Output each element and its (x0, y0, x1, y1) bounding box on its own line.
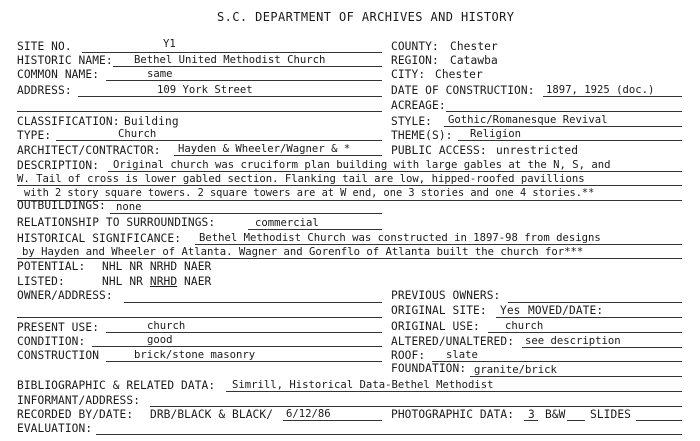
public-access-value: unrestricted (496, 144, 579, 157)
condition-line (92, 346, 382, 347)
photographic-label: PHOTOGRAPHIC DATA: (391, 408, 515, 421)
region-value: Catawba (450, 54, 498, 67)
recorded-date-value: 6/12/86 (286, 408, 331, 420)
photographic-count: 3 (528, 408, 535, 421)
type-value: Church (118, 128, 157, 140)
altered-label: ALTERED/UNALTERED: (391, 335, 515, 348)
significance-line-2: by Hayden and Wheeler of Atlanta. Wagner and Gorenflo of Atlanta built the church for*** (22, 246, 584, 258)
potential-value: NHL NR NRHD NAER (102, 260, 212, 273)
informant-label: INFORMANT/ADDRESS: (17, 394, 141, 407)
owner-line (124, 302, 382, 303)
construction-value: brick/stone masonry (134, 349, 256, 361)
recorded-label: RECORDED BY/DATE: (17, 408, 134, 421)
condition-label: CONDITION: (17, 335, 86, 348)
bibliographic-label: BIBLIOGRAPHIC & RELATED DATA: (17, 379, 216, 392)
site-no-line (82, 52, 382, 53)
classification-value: Building (124, 115, 179, 128)
style-label: STYLE: (391, 115, 433, 128)
site-no-value: Y1 (163, 38, 176, 50)
architect-value: Hayden & Wheeler/Wagner & * (178, 143, 351, 155)
foundation-line (470, 376, 682, 377)
acreage-label: ACREAGE: (391, 99, 446, 112)
type-line (56, 140, 382, 141)
photographic-count-line (524, 420, 538, 421)
common-name-value: same (147, 68, 173, 80)
bibliographic-line (226, 391, 682, 392)
description-rule-2 (17, 185, 682, 186)
historic-name-label: HISTORIC NAME: (17, 54, 113, 67)
style-value: Gothic/Romanesque Revival (448, 114, 608, 126)
description-label: DESCRIPTION: (17, 159, 100, 172)
altered-value: see description (525, 335, 621, 347)
original-site-label: ORIGINAL SITE: (391, 304, 487, 317)
theme-line (458, 140, 682, 141)
original-use-value: church (505, 320, 544, 332)
roof-label: ROOF: (391, 349, 426, 362)
date-line (543, 96, 682, 97)
description-line-2: W. Tail of cross is lower gabled section. Flanking tail are low, hipped-roofed pavillions (17, 173, 585, 185)
condition-value: good (147, 334, 173, 346)
significance-label: HISTORICAL SIGNIFICANCE: (17, 232, 182, 245)
relationship-value: commercial (255, 217, 319, 229)
moved-label: MOVED/DATE: (528, 304, 604, 317)
photographic-bw-line (567, 420, 585, 421)
photographic-slides: SLIDES (590, 408, 632, 421)
acreage-line (446, 111, 682, 112)
foundation-value: granite/brick (474, 364, 557, 376)
classification-label: CLASSIFICATION: (17, 115, 120, 128)
site-no-label: SITE NO. (17, 40, 72, 53)
significance-rule-1 (195, 244, 682, 245)
recorded-date-line (283, 420, 382, 421)
style-line (444, 126, 682, 127)
architect-label: ARCHITECT/CONTRACTOR: (17, 144, 161, 157)
listed-post: NAER (177, 275, 212, 288)
county-label: COUNTY: (391, 40, 439, 53)
informant-line (150, 406, 682, 407)
listed-value (102, 275, 211, 288)
public-access-label: PUBLIC ACCESS: (391, 144, 487, 157)
address-line (78, 96, 382, 97)
previous-owners-line (508, 302, 682, 303)
original-use-line (488, 332, 682, 333)
architect-line (174, 155, 382, 156)
photographic-slides-line (636, 420, 682, 421)
description-line-1: Original church was cruciform plan building with large gables at the N, S, and (113, 159, 611, 171)
previous-owners-label: PREVIOUS OWNERS: (391, 289, 501, 302)
region-label: REGION: (391, 54, 439, 67)
owner-label: OWNER/ADDRESS: (17, 289, 113, 302)
type-label: TYPE: (17, 129, 52, 142)
construction-label: CONSTRUCTION (17, 349, 100, 362)
potential-label: POTENTIAL: (17, 260, 86, 273)
evaluation-line (96, 434, 682, 435)
recorded-by-value: DRB/BLACK & BLACK/ (150, 408, 274, 421)
photographic-bw: B&W (545, 408, 566, 421)
city-label: CITY: (391, 68, 426, 81)
historic-name-value: Bethel United Methodist Church (134, 54, 326, 66)
present-use-value: church (147, 320, 186, 332)
roof-line (432, 361, 682, 362)
owner-line-2 (17, 317, 382, 318)
city-value: Chester (435, 68, 483, 81)
outbuildings-label: OUTBUILDINGS: (17, 199, 106, 212)
bibliographic-value: Simrill, Historical Data-Bethel Methodist (232, 379, 494, 391)
listed-pre: NHL NR (102, 275, 150, 288)
address-label: ADDRESS: (17, 84, 72, 97)
common-name-line (106, 80, 382, 81)
theme-label: THEME(S): (391, 129, 453, 142)
original-site-line (496, 317, 682, 318)
outbuildings-value: none (116, 201, 142, 213)
description-line-3: with 2 story square towers. 2 square towers are at W end, one 3 stories and one 4 stories.** (24, 187, 595, 199)
original-site-value: Yes (500, 304, 521, 317)
address-value: 109 York Street (157, 84, 253, 96)
listed-nrhd: NRHD (149, 275, 178, 288)
date-label: DATE OF CONSTRUCTION: (391, 84, 535, 97)
foundation-label: FOUNDATION: (391, 362, 467, 375)
present-use-label: PRESENT USE: (17, 321, 100, 334)
listed-label: LISTED: (17, 275, 65, 288)
outbuildings-line (110, 213, 382, 214)
significance-rule-2 (17, 258, 682, 259)
significance-line-1: Bethel Methodist Church was constructed in 1897-98 from designs (199, 232, 601, 244)
present-use-line (106, 332, 382, 333)
date-value: 1897, 1925 (doc.) (546, 84, 655, 96)
roof-value: slate (446, 349, 478, 361)
description-rule-1 (108, 171, 682, 172)
historic-name-line (113, 66, 382, 67)
relationship-label: RELATIONSHIP TO SURROUNDINGS: (17, 216, 216, 229)
county-value: Chester (450, 40, 498, 53)
altered-line (522, 347, 682, 348)
relationship-line (248, 229, 382, 230)
construction-line (106, 361, 382, 362)
form-title: S.C. DEPARTMENT OF ARCHIVES AND HISTORY (217, 10, 515, 24)
separator-line (17, 111, 382, 112)
theme-value: Religion (470, 128, 522, 140)
common-name-label: COMMON NAME: (17, 68, 100, 81)
evaluation-label: EVALUATION: (17, 422, 93, 435)
original-use-label: ORIGINAL USE: (391, 320, 480, 333)
